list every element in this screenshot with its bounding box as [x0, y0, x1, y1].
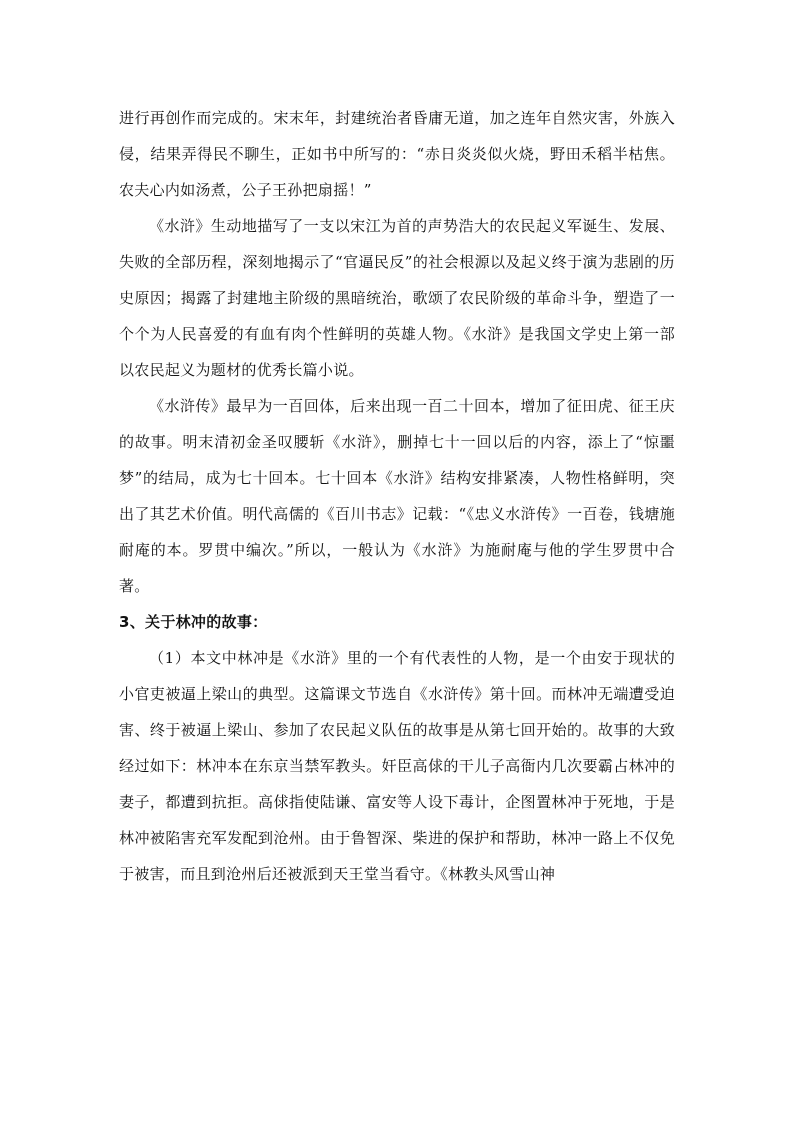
document-body [119, 100, 675, 892]
paragraph-editions-authorship: 《水浒传》最早为一百回体，后来出现一百二十回本，增加了征田虎、征王庆的故事。明末清初金圣叹腰斩《水浒》，删掉七十一回以后的内容，添上了“惊噩梦”的结局，成为七十回本。七十回本《水浒》结构安排紧凑，人物性格鲜明，突出了其艺术价值。明代高儒的《百川书志》记载：“《忠义水浒传》一百卷，钱塘施耐庵的本。罗贯中编次。”所以，一般认为《水浒》为施耐庵与他的学生罗贯中合著。 [119, 397, 675, 595]
paragraph-water-margin-theme: 《水浒》生动地描写了一支以宋江为首的声势浩大的农民起义军诞生、发展、失败的全部历程，深刻地揭示了“官逼民反”的社会根源以及起义终于演为悲剧的历史原因；揭露了封建地主阶级的黑暗统治，歌颂了农民阶级的革命斗争，塑造了一个个为人民喜爱的有血有肉个性鲜明的英雄人物。《水浒》是我国文学史上第一部以农民起义为题材的优秀长篇小说。 [119, 217, 675, 379]
paragraph-lin-chong-story: （1）本文中林冲是《水浒》里的一个有代表性的人物，是一个由安于现状的小官吏被逼上梁山的典型。这篇课文节选自《水浒传》第十回。而林冲无端遭受迫害、终于被逼上梁山、参加了农民起义队伍的故事是从第七回开始的。故事的大致经过如下：林冲本在东京当禁军教头。奸臣高俅的干儿子高衙内几次要霸占林冲的妻子，都遭到抗拒。高俅指使陆谦、富安等人设下毒计，企图置林冲于死地，于是林冲被陷害充军发配到沧州。由于鲁智深、柴进的保护和帮助，林冲一路上不仅免于被害，而且到沧州后还被派到天王堂当看守。《林教头风雪山神 [119, 649, 675, 883]
section-heading-lin-chong: 3、关于林冲的故事： [119, 613, 268, 631]
paragraph-song-dynasty-background: 进行再创作而完成的。宋末年，封建统治者昏庸无道，加之连年自然灾害，外族入侵，结果弄得民不聊生，正如书中所写的：“赤日炎炎似火烧，野田禾稻半枯焦。农夫心内如汤煮，公子王孙把扇摇！” [119, 109, 675, 199]
